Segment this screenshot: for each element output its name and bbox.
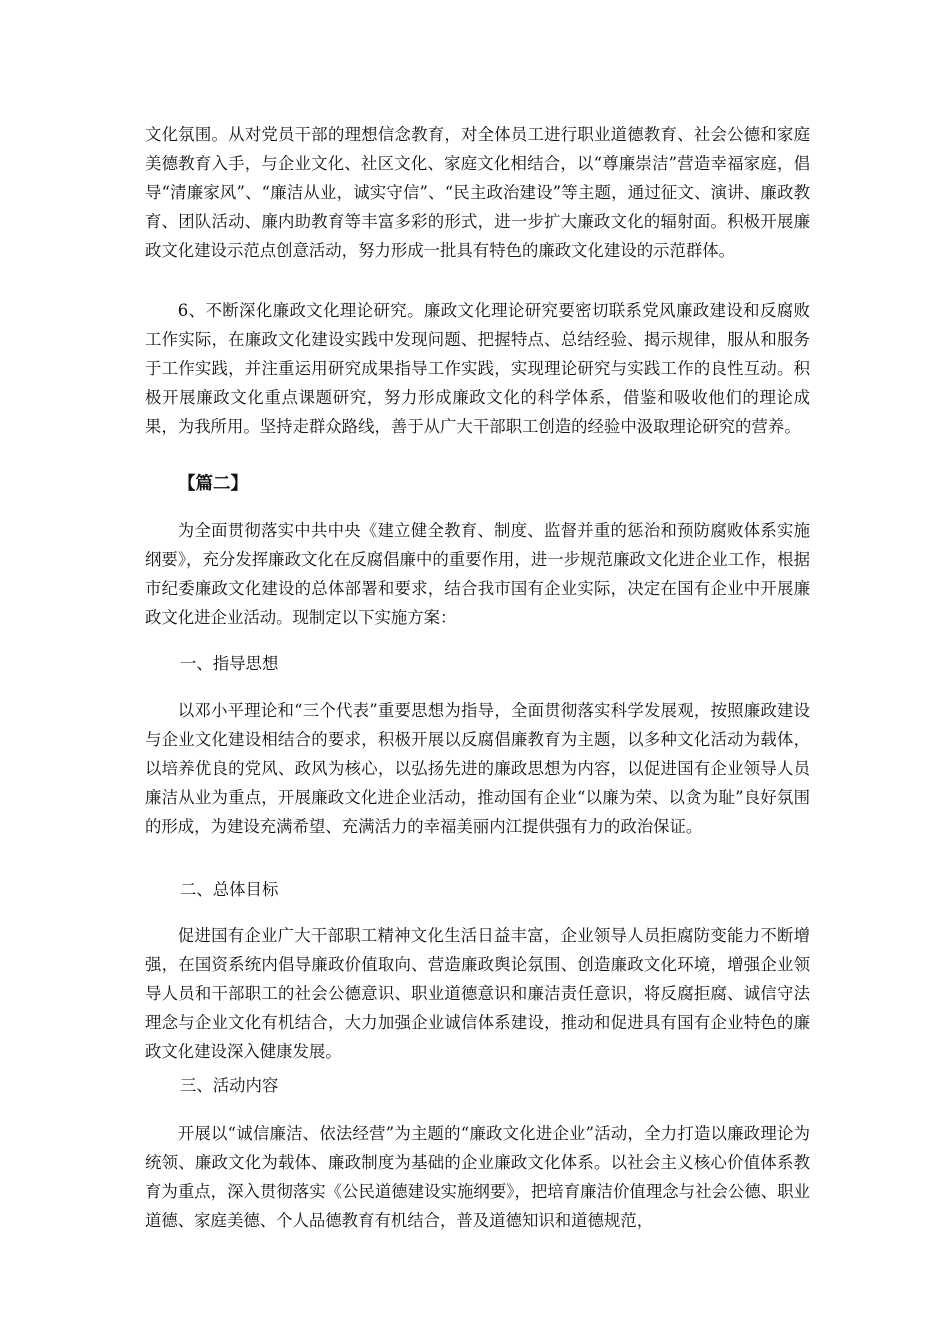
paragraph-intro: 为全面贯彻落实中共中央《建立健全教育、制度、监督并重的惩治和预防腐败体系实施纲要》，充分发挥廉政文化在反腐倡廉中的重要作用，进一步规范廉政文化进企业工作，根据市纪委廉政文化建设的总体部署和要求，结合我市国有企业实际，决定在国有企业中开展廉政文化进企业活动。现制定以下实施方案： [145, 521, 810, 627]
paragraph-activity-content: 开展以“诚信廉洁、依法经营”为主题的“廉政文化进企业”活动，全力打造以廉政理论为统领、廉政文化为载体、廉政制度为基础的企业廉政文化体系。以社会主义核心价值体系教育为重点，深入贯彻落实《公民道德建设实施纲要》，把培育廉洁价值理念与社会公德、职业道德、家庭美德、个人品德教育有机结合，普及道德知识和道德规范， [145, 1124, 810, 1230]
paragraph-continued: 文化氛围。从对党员干部的理想信念教育，对全体员工进行职业道德教育、社会公德和家庭美德教育入手，与企业文化、社区文化、家庭文化相结合，以“尊廉崇洁”营造幸福家庭，倡导“清廉家风”、“廉洁从业，诚实守信”、“民主政治建设”等主题，通过征文、演讲、廉政教育、团队活动、廉内助教育等丰富多彩的形式，进一步扩大廉政文化的辐射面。积极开展廉政文化建设示范点创意活动，努力形成一批具有特色的廉政文化建设的示范群体。 [145, 125, 810, 260]
paragraph-guiding-ideology: 以邓小平理论和“三个代表”重要思想为指导，全面贯彻落实科学发展观，按照廉政建设与企业文化建设相结合的要求，积极开展以反腐倡廉教育为主题，以多种文化活动为载体，以培养优良的党风、政风为核心，以弘扬先进的廉政思想为内容，以促进国有企业领导人员廉洁从业为重点，开展廉政文化进企业活动，推动国有企业“以廉为荣、以贪为耻”良好氛围的形成，为建设充满希望、充满活力的幸福美丽内江提供强有力的政治保证。 [145, 701, 810, 836]
heading-activity-content: 三、活动内容 [180, 1076, 279, 1095]
heading-overall-goal: 二、总体目标 [180, 880, 279, 899]
section-title: 【篇二】 [178, 474, 248, 494]
heading-guiding-ideology: 一、指导思想 [180, 654, 279, 673]
paragraph-overall-goal: 促进国有企业广大干部职工精神文化生活日益丰富，企业领导人员拒腐防变能力不断增强，在国资系统内倡导廉政价值取向、营造廉政舆论氛围、创造廉政文化环境，增强企业领导人员和干部职工的社会公德意识、职业道德意识和廉洁责任意识，将反腐拒腐、诚信守法理念与企业文化有机结合，大力加强企业诚信体系建设，推动和促进具有国有企业特色的廉政文化建设深入健康发展。 [145, 926, 810, 1061]
paragraph-item-6: 6、不断深化廉政文化理论研究。廉政文化理论研究要密切联系党风廉政建设和反腐败工作实际，在廉政文化建设实践中发现问题、把握特点、总结经验、揭示规律，服从和服务于工作实践，并注重运用研究成果指导工作实践，实现理论研究与实践工作的良性互动。积极开展廉政文化重点课题研究，努力形成廉政文化的科学体系，借鉴和吸收他们的理论成果，为我所用。坚持走群众路线，善于从广大干部职工创造的经验中汲取理论研究的营养。 [145, 301, 810, 436]
